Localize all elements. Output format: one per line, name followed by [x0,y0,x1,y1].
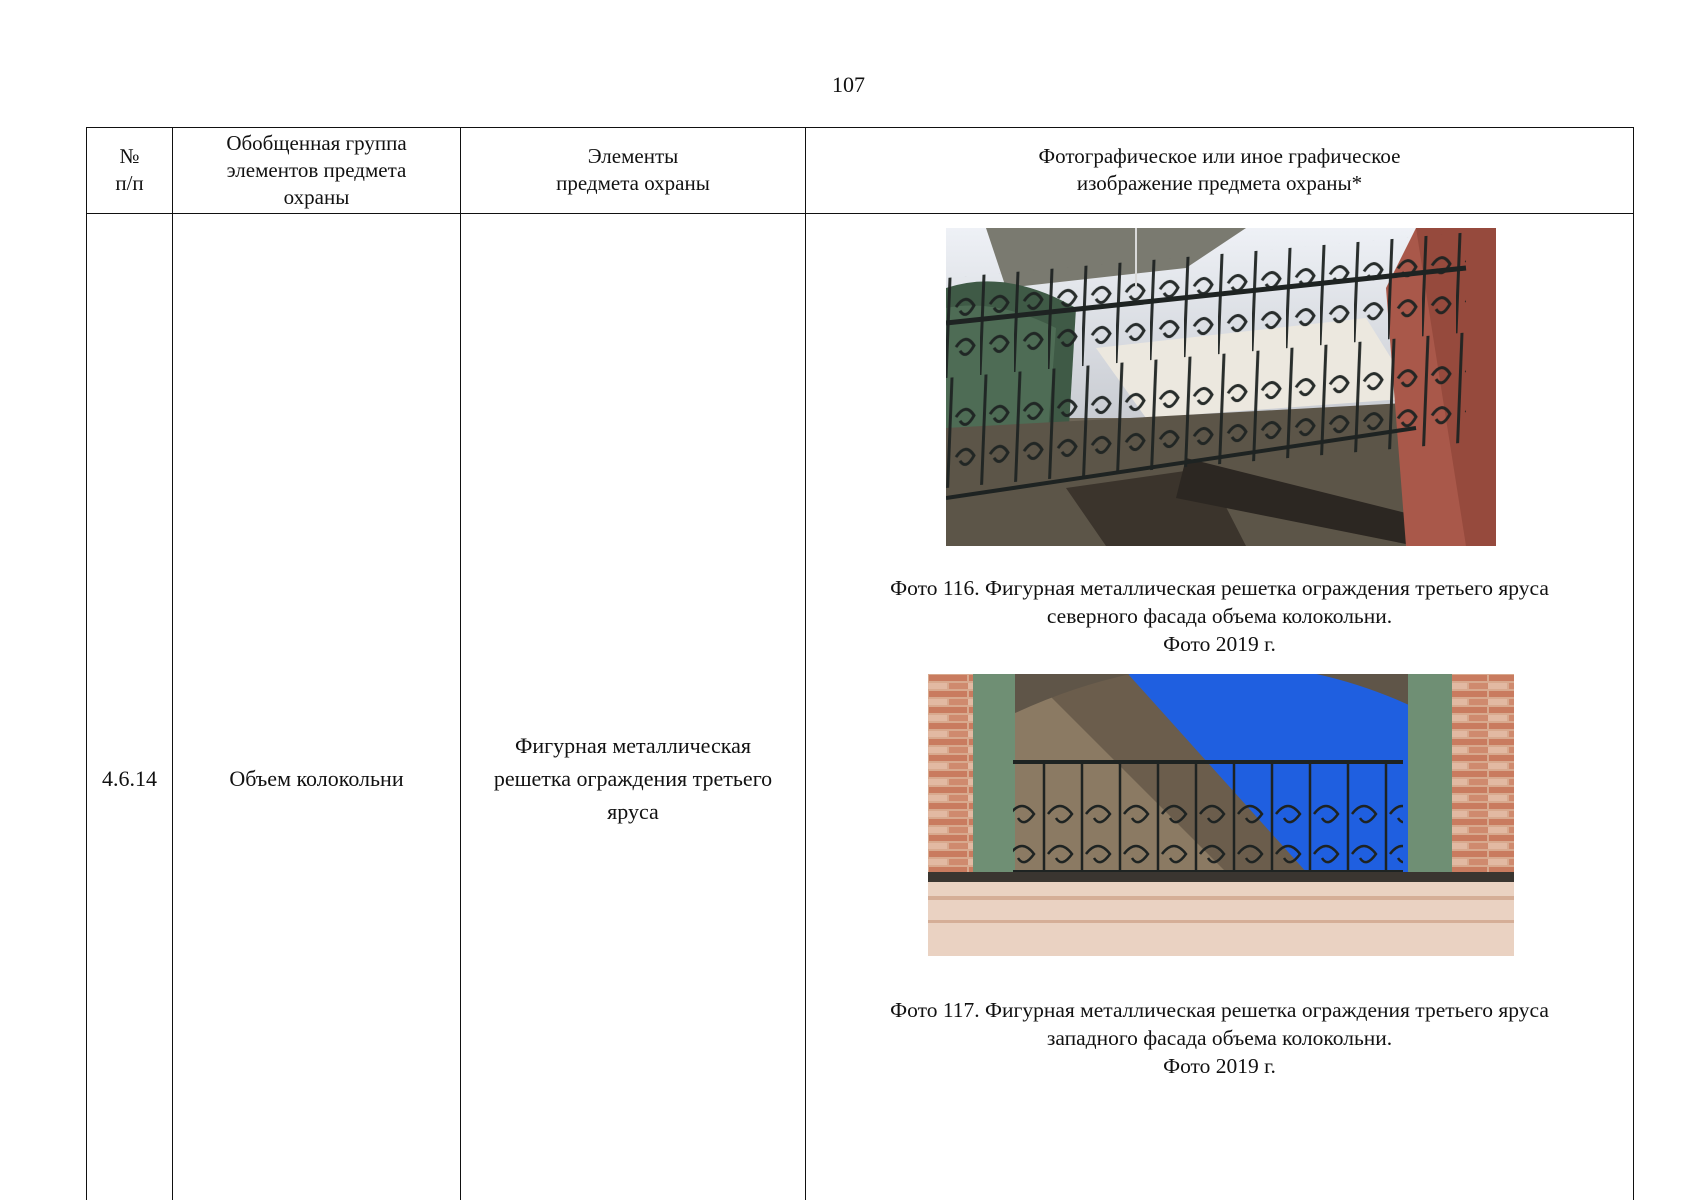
west-railing-photo-icon [928,674,1514,956]
photo-cell [806,214,1633,1201]
row-num: 4.6.14 [102,765,157,791]
header-group: Обобщенная группа элементов предмета охраны [226,130,407,209]
page-number: 107 [832,72,865,97]
photo-117-caption: Фото 117. Фигурная металлическая решетка ограждения третьего яруса западного фасада объема колокольни. Фото 2019 г. [890,998,1549,1078]
header-num: № п/п [115,144,144,195]
photo-117 [928,674,1514,956]
row-group: Объем колокольни [229,765,404,791]
table-header [87,128,1633,214]
protection-table [86,127,1634,1200]
row-elements: Фигурная металлическая решетка ограждения третьего яруса [493,732,773,824]
header-elements: Элементы предмета охраны [556,144,710,195]
photo-116-caption: Фото 116. Фигурная металлическая решетка ограждения третьего яруса северного фасада объема колокольни. Фото 2019 г. [890,576,1549,656]
photo-116 [946,228,1496,546]
north-railing-photo-icon [946,228,1496,546]
col-divider [460,128,461,1200]
col-divider [172,128,173,1200]
header-image: Фотографическое или иное графическое изображение предмета охраны* [1038,144,1401,195]
